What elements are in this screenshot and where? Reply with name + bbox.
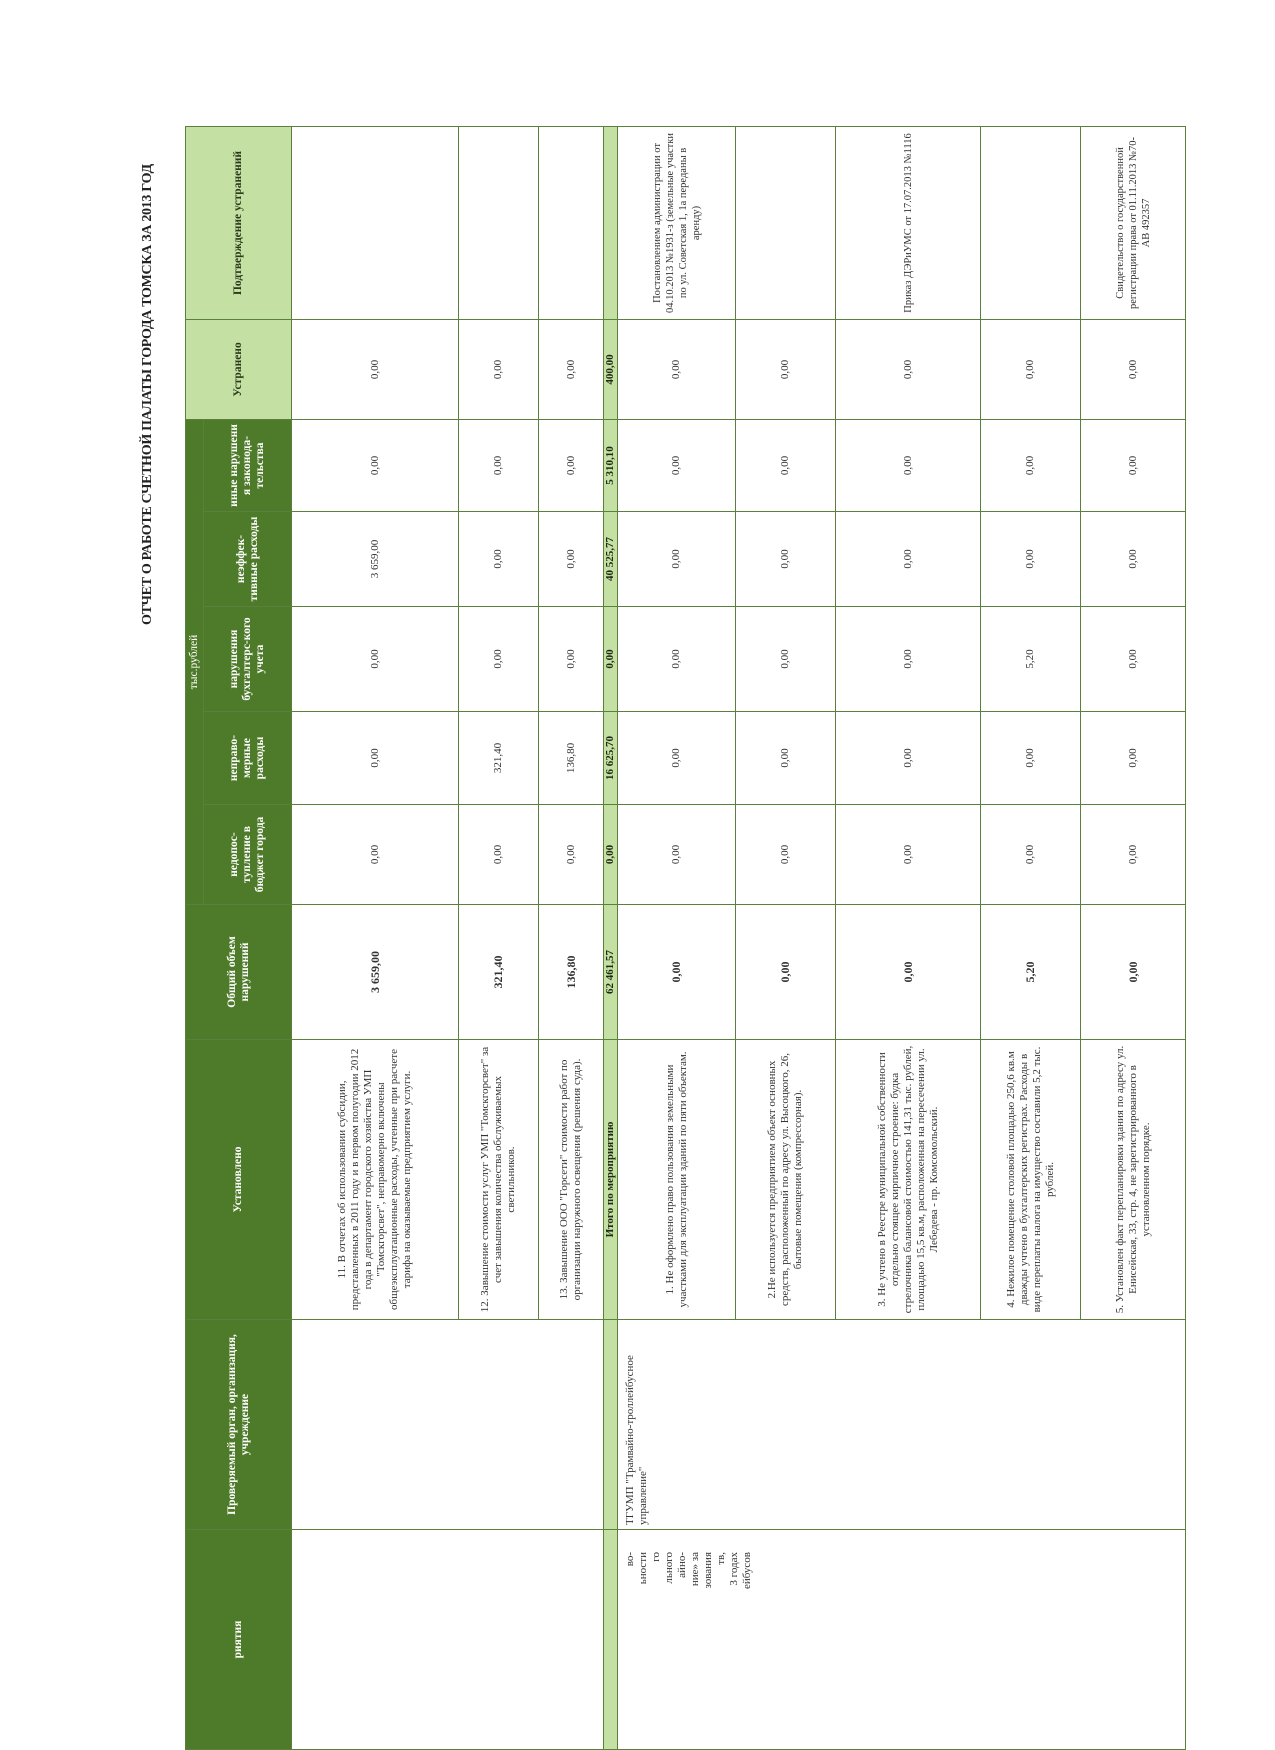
total-cell: 0,00 xyxy=(836,905,981,1040)
found-cell: 4. Нежилое помещение столовой площадью 250,6 кв.м дважды учтено в бухгалтерских регистрах. Расходы в виде переплаты налога на имущество составили 5,2 тыс. рублей. xyxy=(981,1040,1081,1320)
nepravo-cell: 0,00 xyxy=(618,712,736,805)
buh-cell: 0,00 xyxy=(618,607,736,712)
ustraneno-cell: 0,00 xyxy=(1081,319,1186,419)
inye-cell: 0,00 xyxy=(836,419,981,511)
nedopost-cell: 0,00 xyxy=(459,805,539,905)
total-cell: 0,00 xyxy=(1081,905,1186,1040)
found-cell: 5. Установлен факт перепланировки здания по адресу ул. Енисейская, 33, стр. 4, не зарегистрированного в установленном порядке. xyxy=(1081,1040,1186,1320)
confirm-cell xyxy=(292,126,459,319)
buh-cell: 5,20 xyxy=(981,607,1081,712)
total-ustraneno: 400,00 xyxy=(604,319,618,419)
confirm-cell: Свидетельство о государственной регистрации права от 01.11.2013 №70-АВ 492357 xyxy=(1081,126,1186,319)
buh-cell: 0,00 xyxy=(292,607,459,712)
neeff-cell: 0,00 xyxy=(1081,512,1186,607)
found-cell: 12. Завышение стоимости услуг УМП "Томскгорсвет" за счет завышения количества обслуживаемых светильников. xyxy=(459,1040,539,1320)
total-cell: 0,00 xyxy=(736,905,836,1040)
table-row xyxy=(292,126,459,1749)
header-inye: иные нарушени я законода-тельства xyxy=(204,419,292,511)
buh-cell: 0,00 xyxy=(836,607,981,712)
inye-cell: 0,00 xyxy=(459,419,539,511)
inye-cell: 0,00 xyxy=(981,419,1081,511)
total-cell: 321,40 xyxy=(459,905,539,1040)
org-cell xyxy=(292,1320,604,1530)
nedopost-cell: 0,00 xyxy=(539,805,604,905)
confirm-cell xyxy=(981,126,1081,319)
confirm-cell: Приказ ДЭРиУМС от 17.07.2013 №1116 xyxy=(836,126,981,319)
buh-cell: 0,00 xyxy=(736,607,836,712)
buh-cell: 0,00 xyxy=(539,607,604,712)
header-unit: тыс.рублей xyxy=(186,419,204,904)
header-neeff: неэффек-тивные расходы xyxy=(204,512,292,607)
nepravo-cell: 0,00 xyxy=(981,712,1081,805)
nedopost-cell: 0,00 xyxy=(836,805,981,905)
event-cell xyxy=(292,1530,604,1750)
buh-cell: 0,00 xyxy=(1081,607,1186,712)
header-nedopost: недопос-тупление в бюджет города xyxy=(204,805,292,905)
nedopost-cell: 0,00 xyxy=(736,805,836,905)
header-org: Проверяемый орган, организация, учреждение xyxy=(186,1320,292,1530)
table-row xyxy=(618,126,736,1749)
neeff-cell: 0,00 xyxy=(459,512,539,607)
header-buh: нарушения бухгалтерс-кого учета xyxy=(204,607,292,712)
confirm-cell xyxy=(459,126,539,319)
total-org-cell xyxy=(604,1320,618,1530)
event-cell: во- ьности го льного айно- ние» за зования тв, 3 годах ейбусов xyxy=(618,1530,1186,1750)
nedopost-cell: 0,00 xyxy=(1081,805,1186,905)
total-neeff: 40 525,77 xyxy=(604,512,618,607)
nepravo-cell: 321,40 xyxy=(459,712,539,805)
total-nepravo: 16 625,70 xyxy=(604,712,618,805)
total-cell: 136,80 xyxy=(539,905,604,1040)
found-cell: 2.Не используется предприятием объект основных средств, расположенный по адресу ул. Высоцкого, 26, бытовые помещения (компрессорная). xyxy=(736,1040,836,1320)
report-title: ОТЧЕТ О РАБОТЕ СЧЕТНОЙ ПАЛАТЫ ГОРОДА ТОМСКА ЗА 2013 ГОД xyxy=(140,164,155,625)
total-total: 62 461,57 xyxy=(604,905,618,1040)
nepravo-cell: 136,80 xyxy=(539,712,604,805)
neeff-cell: 0,00 xyxy=(836,512,981,607)
ustraneno-cell: 0,00 xyxy=(459,319,539,419)
total-label: Итого по мероприятию xyxy=(604,1040,618,1320)
total-inye: 5 310,10 xyxy=(604,419,618,511)
inye-cell: 0,00 xyxy=(292,419,459,511)
header-event: риятия xyxy=(186,1530,292,1750)
org-cell: ТГУМП "Трамвайно-троллейбусное управление" xyxy=(618,1320,1186,1530)
ustraneno-cell: 0,00 xyxy=(618,319,736,419)
ustraneno-cell: 0,00 xyxy=(836,319,981,419)
neeff-cell: 3 659,00 xyxy=(292,512,459,607)
found-cell: 3. Не учтено в Реестре муниципальной собственности отдельно стоящее кирпичное строение: будка стрелочника балансовой стоимостью 141,31 тыс. рублей, площадью 15,5 кв.м, расположенная на пересечении ул. Лебедева - пр. Комсомольский. xyxy=(836,1040,981,1320)
inye-cell: 0,00 xyxy=(1081,419,1186,511)
found-cell: 1. Не оформлено право пользования земельными участками для эксплуатации зданий по пяти объектам. xyxy=(618,1040,736,1320)
nedopost-cell: 0,00 xyxy=(618,805,736,905)
neeff-cell: 0,00 xyxy=(539,512,604,607)
inye-cell: 0,00 xyxy=(618,419,736,511)
inye-cell: 0,00 xyxy=(736,419,836,511)
total-buh: 0,00 xyxy=(604,607,618,712)
confirm-cell xyxy=(736,126,836,319)
header-found: Установлено xyxy=(186,1040,292,1320)
total-row xyxy=(604,126,618,1749)
total-cell: 3 659,00 xyxy=(292,905,459,1040)
ustraneno-cell: 0,00 xyxy=(736,319,836,419)
ustraneno-cell: 0,00 xyxy=(981,319,1081,419)
total-cell: 0,00 xyxy=(618,905,736,1040)
neeff-cell: 0,00 xyxy=(736,512,836,607)
ustraneno-cell: 0,00 xyxy=(292,319,459,419)
nepravo-cell: 0,00 xyxy=(836,712,981,805)
found-cell: 11. В отчетах об использовании субсидии, представленных в 2011 году и в первом полугодии 2012 года в департамент городского хозяйства УМП "Томскгорсвет", неправомерно включены общеэксплуатационные расходы, учтенные при расчете тарифа на оказываемые предприятием услуги. xyxy=(292,1040,459,1320)
total-confirm-cell xyxy=(604,126,618,319)
nepravo-cell: 0,00 xyxy=(292,712,459,805)
nepravo-cell: 0,00 xyxy=(736,712,836,805)
ustraneno-cell: 0,00 xyxy=(539,319,604,419)
confirm-cell xyxy=(539,126,604,319)
nedopost-cell: 0,00 xyxy=(292,805,459,905)
violations-table xyxy=(185,126,1186,1750)
inye-cell: 0,00 xyxy=(539,419,604,511)
total-cell: 5,20 xyxy=(981,905,1081,1040)
total-event-cell xyxy=(604,1530,618,1750)
rotated-page xyxy=(130,127,1200,1750)
neeff-cell: 0,00 xyxy=(618,512,736,607)
header-ustraneno: Устранено xyxy=(186,319,292,419)
total-nedopost: 0,00 xyxy=(604,805,618,905)
header-total: Общий объем нарушений xyxy=(186,905,292,1040)
header-confirm: Подтверждение устранений xyxy=(186,126,292,319)
found-cell: 13. Завышение ООО "Горсети" стоимости работ по организации наружного освещения (решения суда). xyxy=(539,1040,604,1320)
neeff-cell: 0,00 xyxy=(981,512,1081,607)
buh-cell: 0,00 xyxy=(459,607,539,712)
header-nepravo: неправо-мерные расходы xyxy=(204,712,292,805)
nedopost-cell: 0,00 xyxy=(981,805,1081,905)
confirm-cell: Постановлением администрации от 04.10.2013 №1931-з (земельные участки по ул. Советская 1, 1а переданы в аренду) xyxy=(618,126,736,319)
nepravo-cell: 0,00 xyxy=(1081,712,1186,805)
